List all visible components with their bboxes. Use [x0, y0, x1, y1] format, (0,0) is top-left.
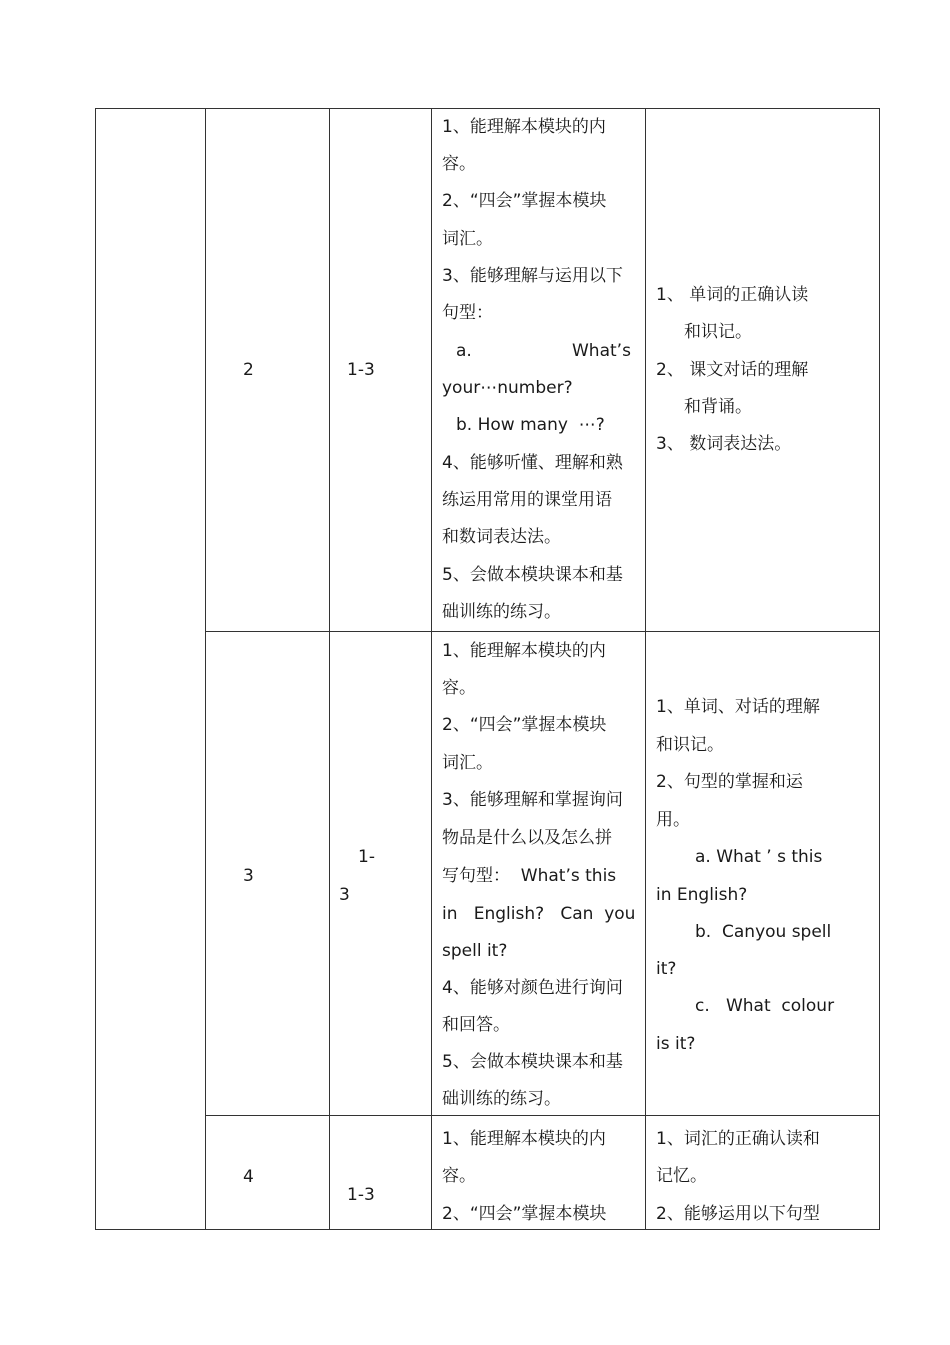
- row-2-keypoint-line: 和识记。: [656, 735, 724, 755]
- col-divider-4: [645, 108, 646, 1230]
- col-divider-3: [431, 108, 432, 1230]
- row-1-keypoint-line: 2、 课文对话的理解: [656, 360, 809, 380]
- row-1-keypoint-line: 3、 数词表达法。: [656, 434, 792, 454]
- row-3-number: 4: [243, 1167, 254, 1187]
- row-2-goal-line: 2、“四会”掌握本模块: [442, 715, 607, 735]
- row-1-goal-line: your⋯number?: [442, 378, 573, 398]
- row-2-goal-line: 4、能够对颜色进行询问: [442, 978, 623, 998]
- col-divider-5: [879, 108, 880, 1230]
- row-2-goal-line: in English? Can you: [442, 904, 636, 924]
- table-border-top: [95, 108, 880, 109]
- row-2-number: 3: [243, 866, 254, 886]
- row-1-keypoint-line: 和识记。: [684, 322, 752, 342]
- row-2-keypoint-line: a. What ’ s this: [695, 847, 823, 867]
- row-1-goal-line: 词汇。: [442, 229, 493, 249]
- row-2-keypoint-line: 用。: [656, 810, 690, 830]
- row-1-goal-line: 句型：: [442, 303, 493, 323]
- row-2-goal-line: 3、能够理解和掌握询问: [442, 790, 623, 810]
- row-2-goal-line: 容。: [442, 678, 476, 698]
- row-2-keypoint-line: in English?: [656, 885, 748, 905]
- row-2-keypoint-line: is it?: [656, 1034, 696, 1054]
- row-1-goal-line: b. How many ⋯?: [456, 415, 605, 435]
- row-2-goal-line: 础训练的练习。: [442, 1089, 561, 1109]
- row-2-goal-line: spell it?: [442, 941, 508, 961]
- row-3-keypoint-line: 1、词汇的正确认读和: [656, 1129, 820, 1149]
- row-1-goal-line: 1、能理解本模块的内: [442, 117, 606, 137]
- row-2-goal-line: 写句型： What’s this: [442, 866, 617, 886]
- row-3-goal-line: 1、能理解本模块的内: [442, 1129, 606, 1149]
- row-1-goal-line: 3、能够理解与运用以下: [442, 266, 623, 286]
- row-2-goal-line: 和回答。: [442, 1015, 510, 1035]
- row-divider-1: [205, 631, 880, 632]
- row-2-goal-line: 词汇。: [442, 753, 493, 773]
- row-1-number: 2: [243, 360, 254, 380]
- row-3-periods: 1-3: [347, 1185, 375, 1205]
- row-1-goal-line: 练运用常用的课堂用语: [442, 490, 612, 510]
- row-2-keypoint-line: c. What colour: [695, 996, 835, 1016]
- row-2-periods: 1-: [358, 847, 375, 867]
- row-3-goal-line: 2、“四会”掌握本模块: [442, 1204, 607, 1224]
- row-2-keypoint-line: b. Canyou spell: [695, 922, 832, 942]
- row-3-keypoint-line: 2、能够运用以下句型: [656, 1204, 820, 1224]
- row-1-periods: 1-3: [347, 360, 375, 380]
- row-1-goal-line: 础训练的练习。: [442, 602, 561, 622]
- row-2-periods: 3: [339, 885, 350, 905]
- row-1-goal-line: What’s: [572, 341, 631, 361]
- row-1-keypoint-line: 1、 单词的正确认读: [656, 285, 809, 305]
- row-divider-2: [205, 1115, 880, 1116]
- row-1-goal-line: 和数词表达法。: [442, 527, 561, 547]
- col-divider-1: [205, 108, 206, 1230]
- row-2-goal-line: 1、能理解本模块的内: [442, 641, 606, 661]
- col-divider-0: [95, 108, 96, 1230]
- row-2-goal-line: 5、会做本模块课本和基: [442, 1052, 623, 1072]
- row-1-keypoint-line: 和背诵。: [684, 397, 752, 417]
- row-1-goal-line: 2、“四会”掌握本模块: [442, 191, 607, 211]
- row-3-goal-line: 容。: [442, 1166, 476, 1186]
- table-border-bottom: [95, 1229, 880, 1230]
- row-3-keypoint-line: 记忆。: [656, 1166, 707, 1186]
- row-1-goal-line: 容。: [442, 154, 476, 174]
- row-2-keypoint-line: it?: [656, 959, 677, 979]
- row-2-keypoint-line: 1、单词、对话的理解: [656, 697, 820, 717]
- col-divider-2: [329, 108, 330, 1230]
- row-2-goal-line: 物品是什么以及怎么拼: [442, 828, 612, 848]
- row-1-goal-line: 5、会做本模块课本和基: [442, 565, 623, 585]
- row-2-keypoint-line: 2、句型的掌握和运: [656, 772, 803, 792]
- row-1-goal-line: 4、能够听懂、理解和熟: [442, 453, 623, 473]
- row-1-goal-line: a.: [456, 341, 472, 361]
